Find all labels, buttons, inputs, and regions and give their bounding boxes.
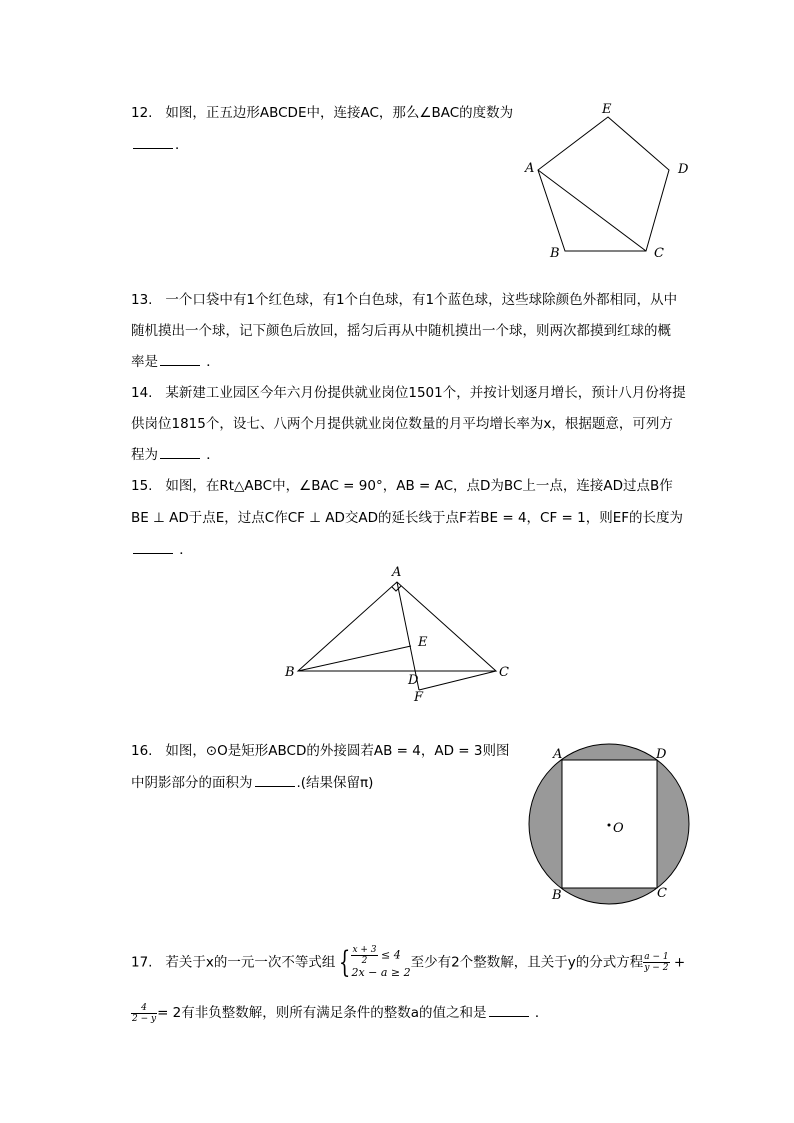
q15-number: 15.: [131, 478, 153, 494]
fraction-2: $\frac{4}{2 - y}$: [132, 1002, 157, 1024]
q12-text: 如图，正五边形ABCDE中，连接AC，那么∠BAC的度数为: [165, 105, 514, 121]
q16-line2: 中阴影部分的面积为 .(结果保留π): [131, 775, 374, 791]
label-c: C: [499, 665, 509, 680]
label-e: E: [602, 102, 612, 117]
segment-cf: [419, 671, 496, 690]
answer-blank[interactable]: [133, 541, 173, 554]
segment-be: [298, 646, 411, 671]
triangle-figure: [280, 560, 520, 710]
q13-line1: 13. 一个口袋中有1个红色球，有1个白色球，有1个蓝色球，这些球除颜色外都相同，从中: [131, 292, 678, 308]
inequality-system: $\frac{x + 3}{2}$ ≤ 4 2x − a ≥ 2: [351, 945, 411, 979]
q14-line3: 程为 ．: [131, 447, 220, 463]
q17-line2: $\frac{4}{2 - y}$ = 2有非负整数解，则所有满足条件的整数a的值之和是 ．: [132, 1002, 549, 1024]
fraction-1: $\frac{a - 1}{y - 2}$: [644, 952, 669, 973]
answer-blank[interactable]: [160, 446, 200, 459]
label-c: C: [654, 246, 664, 261]
pentagon-figure: [520, 100, 700, 270]
label-b: B: [285, 665, 295, 680]
label-e: E: [418, 635, 428, 650]
label-b: B: [552, 888, 562, 903]
label-a: A: [525, 161, 535, 176]
q14-line2: 供岗位1815个，设七、八两个月提供就业岗位数量的月平均增长率为x，根据题意，可列方: [131, 416, 673, 432]
answer-blank[interactable]: [489, 1004, 529, 1017]
label-a: A: [553, 747, 563, 762]
triangle-abc: [298, 582, 496, 671]
label-b: B: [550, 246, 560, 261]
q13-line2: 随机摸出一个球，记下颜色后放回，摇匀后再从中随机摸出一个球，则两次都摸到红球的概: [131, 323, 671, 339]
answer-blank[interactable]: [160, 353, 200, 366]
diagonal-ac: [538, 170, 646, 251]
label-d: D: [408, 673, 419, 688]
q13-number: 13.: [131, 292, 153, 308]
q12-line1: [131, 103, 513, 123]
answer-blank[interactable]: [255, 774, 295, 787]
label-f: F: [414, 690, 424, 705]
q15-line2: BE ⊥ AD于点E，过点C作CF ⊥ AD交AD的延长线于点F若BE = 4，CF = 1，则EF的长度为: [131, 510, 684, 526]
q17-number: 17.: [131, 954, 153, 971]
q14-number: 14.: [131, 385, 153, 401]
q12-line2: ．: [131, 135, 189, 155]
center-point: [608, 824, 611, 827]
answer-blank[interactable]: [133, 136, 173, 149]
label-d: D: [656, 747, 667, 762]
label-o: O: [613, 821, 624, 836]
q12-number: 12.: [131, 105, 153, 121]
q13-line3: 率是 ．: [131, 354, 220, 370]
q16-line1: 16. 如图，⊙O是矩形ABCD的外接圆若AB = 4，AD = 3则图: [131, 743, 510, 759]
q14-line1: 14. 某新建工业园区今年六月份提供就业岗位1501个，并按计划逐月增长，预计八月份将提: [131, 385, 686, 401]
right-angle-mark: [392, 586, 401, 591]
circle-figure: [520, 740, 700, 915]
q15-line1: 15. 如图，在Rt△ABC中，∠BAC = 90°，AB = AC，点D为BC上一点，连接AD过点B作: [131, 478, 673, 494]
q16-number: 16.: [131, 743, 153, 759]
q15-line3: ．: [131, 540, 193, 560]
label-a: A: [392, 565, 402, 580]
system-brace: {: [339, 944, 351, 980]
label-c: C: [657, 886, 667, 901]
label-d: D: [678, 162, 689, 177]
pentagon-shape: [538, 117, 669, 251]
q17-line1: 17. 若关于x的一元一次不等式组 { $\frac{x + 3}{2}$ ≤ 4 2x − a ≥ 2 至少有2个整数解，且关于y的分式方程 $\frac{a - 1}{y - 2}$ +: [131, 944, 686, 980]
